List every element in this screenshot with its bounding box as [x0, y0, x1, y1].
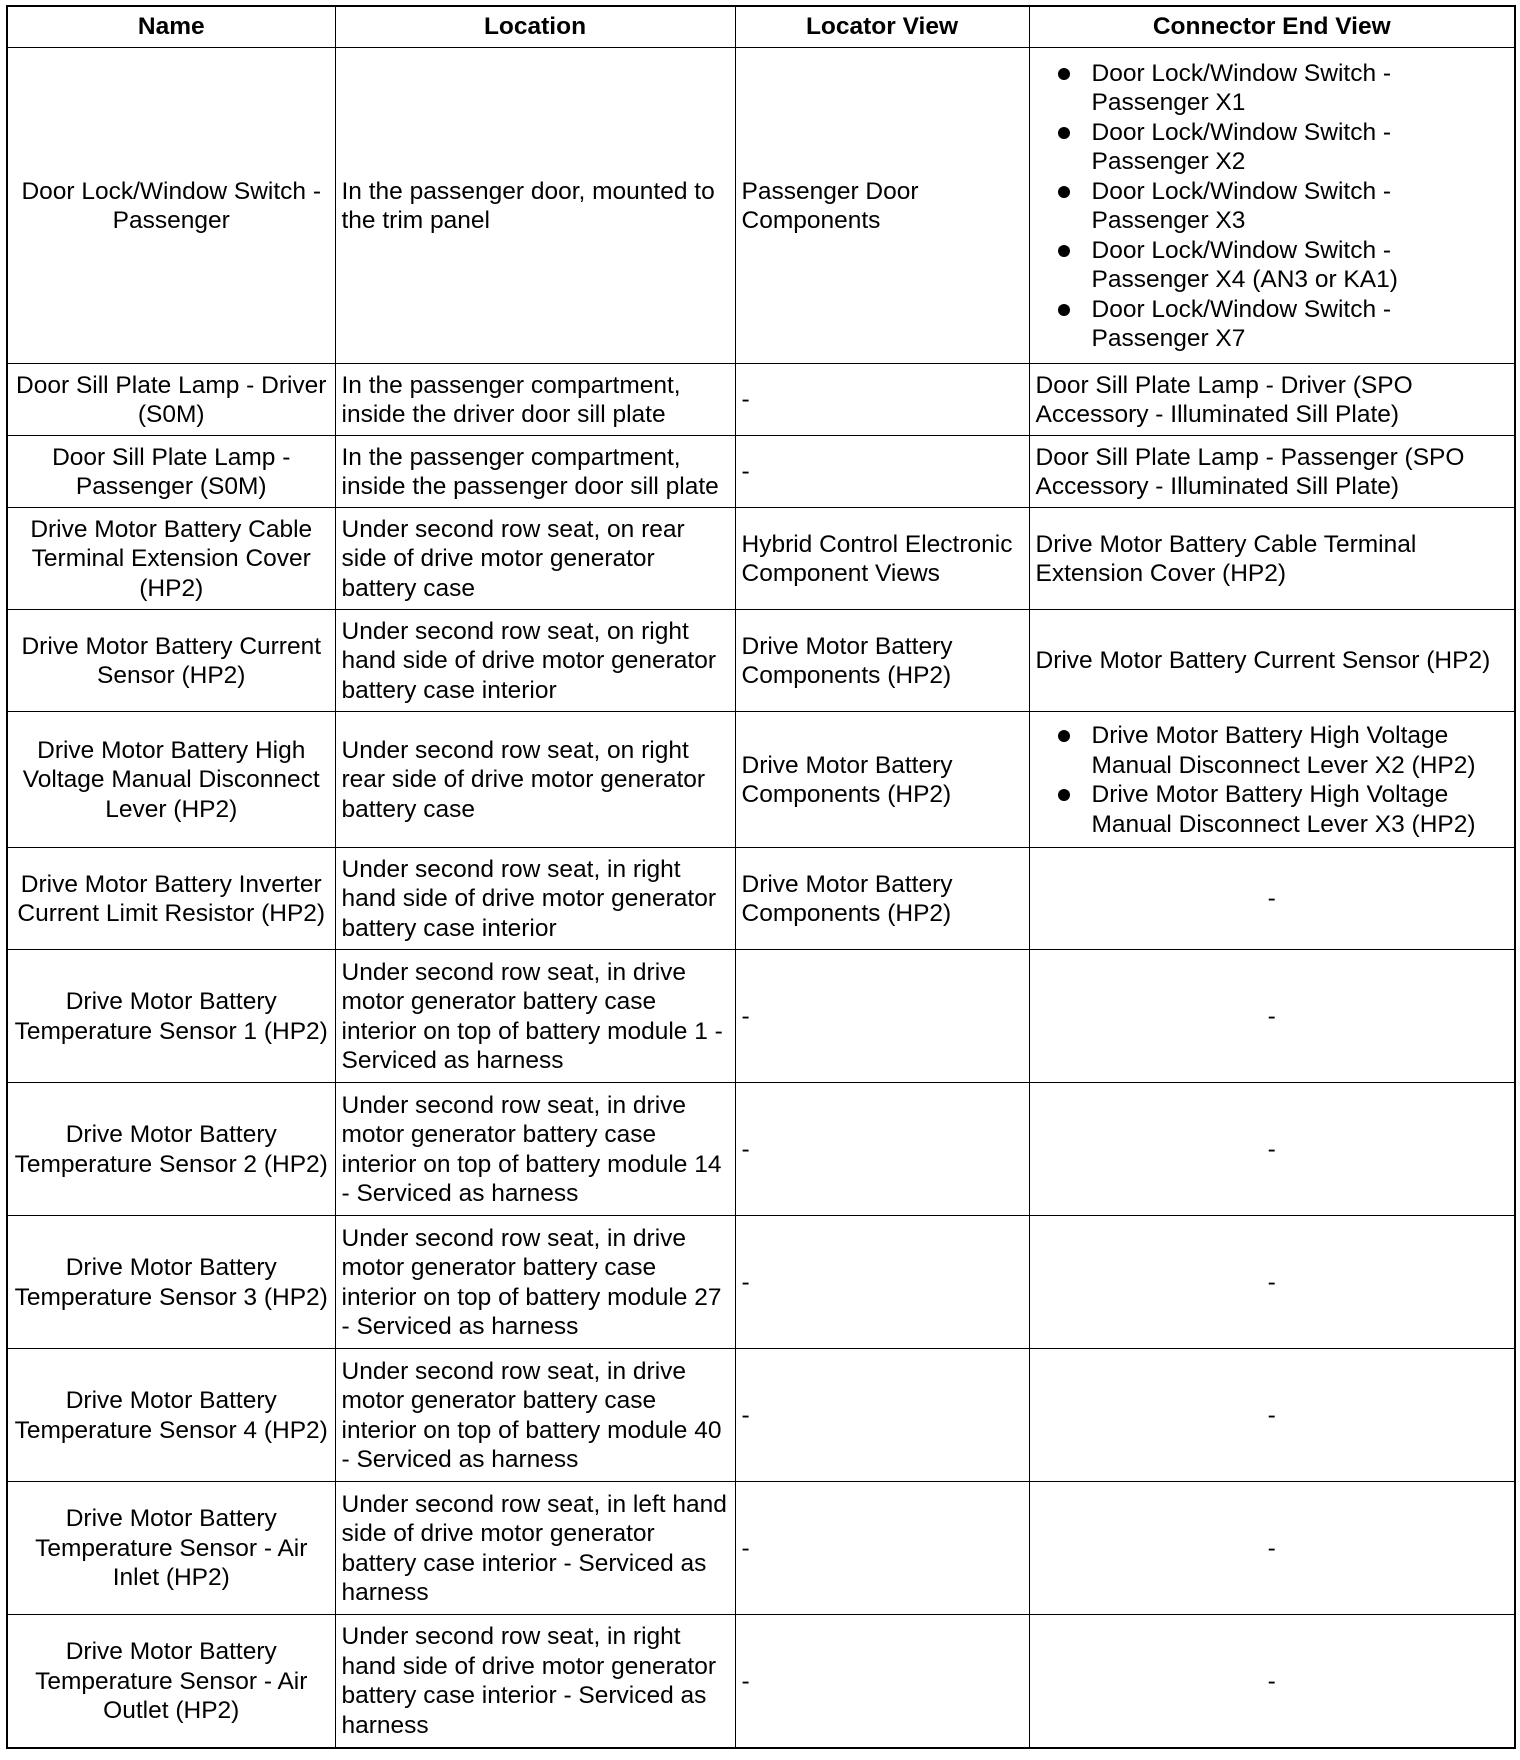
cell-connector-end-view: - — [1029, 1216, 1515, 1349]
cell-connector-end-view: Door Sill Plate Lamp - Driver (SPO Accessory - Illuminated Sill Plate) — [1029, 364, 1515, 436]
cell-connector-end-view: Drive Motor Battery Cable Terminal Extension Cover (HP2) — [1029, 508, 1515, 610]
cell-name: Drive Motor Battery Temperature Sensor - Air Outlet (HP2) — [7, 1615, 335, 1748]
bullet-icon — [1058, 68, 1070, 80]
cell-location: Under second row seat, in drive motor generator battery case interior on top of battery module 40 - Serviced as harness — [335, 1349, 735, 1482]
connector-list-item — [1036, 780, 1509, 839]
cell-location: Under second row seat, in drive motor generator battery case interior on top of battery module 27 - Serviced as harness — [335, 1216, 735, 1349]
cell-locator-view: - — [735, 950, 1029, 1083]
cell-location: Under second row seat, in drive motor generator battery case interior on top of battery module 14 - Serviced as harness — [335, 1083, 735, 1216]
table-row — [7, 950, 1515, 1083]
table-row — [7, 436, 1515, 508]
cell-connector-end-view: - — [1029, 848, 1515, 950]
cell-locator-view: - — [735, 1615, 1029, 1748]
cell-connector-end-view: - — [1029, 1615, 1515, 1748]
connector-list-item — [1036, 118, 1509, 177]
cell-name: Drive Motor Battery Temperature Sensor 1 (HP2) — [7, 950, 335, 1083]
cell-name: Drive Motor Battery Temperature Sensor - Air Inlet (HP2) — [7, 1482, 335, 1615]
cell-location: Under second row seat, on rear side of drive motor generator battery case — [335, 508, 735, 610]
connector-label: Door Lock/Window Switch - Passenger X1 — [1091, 59, 1392, 116]
table-row — [7, 1349, 1515, 1482]
cell-name: Drive Motor Battery High Voltage Manual Disconnect Lever (HP2) — [7, 712, 335, 848]
cell-location: Under second row seat, in right hand side of drive motor generator battery case interior - Serviced as harness — [335, 1615, 735, 1748]
connector-label: Door Lock/Window Switch - Passenger X4 (AN3 or KA1) — [1091, 236, 1398, 293]
bullet-icon — [1058, 789, 1070, 801]
cell-location: In the passenger door, mounted to the trim panel — [335, 48, 735, 364]
connector-list — [1036, 721, 1509, 839]
cell-location: Under second row seat, in left hand side of drive motor generator battery case interior - Serviced as harness — [335, 1482, 735, 1615]
cell-location: In the passenger compartment, inside the passenger door sill plate — [335, 436, 735, 508]
cell-connector-end-view: - — [1029, 1349, 1515, 1482]
connector-label: Drive Motor Battery High Voltage Manual Disconnect Lever X3 (HP2) — [1091, 781, 1476, 838]
connector-list-item — [1036, 177, 1509, 236]
component-locator-table — [6, 5, 1516, 1749]
cell-name: Drive Motor Battery Temperature Sensor 2 (HP2) — [7, 1083, 335, 1216]
cell-connector-end-view: Door Sill Plate Lamp - Passenger (SPO Accessory - Illuminated Sill Plate) — [1029, 436, 1515, 508]
cell-locator-view: - — [735, 1083, 1029, 1216]
connector-label: Door Lock/Window Switch - Passenger X7 — [1091, 295, 1392, 352]
cell-name: Drive Motor Battery Temperature Sensor 4 (HP2) — [7, 1349, 335, 1482]
cell-connector-end-view: - — [1029, 1482, 1515, 1615]
component-locator-table-wrapper — [6, 5, 1514, 1749]
connector-list-item — [1036, 295, 1509, 354]
connector-label: Door Lock/Window Switch - Passenger X3 — [1091, 177, 1392, 234]
connector-label: Drive Motor Battery High Voltage Manual Disconnect Lever X2 (HP2) — [1091, 722, 1476, 779]
bullet-icon — [1058, 304, 1070, 316]
cell-locator-view: Drive Motor Battery Components (HP2) — [735, 712, 1029, 848]
cell-locator-view: - — [735, 436, 1029, 508]
cell-locator-view: Drive Motor Battery Components (HP2) — [735, 848, 1029, 950]
cell-name: Drive Motor Battery Current Sensor (HP2) — [7, 610, 335, 712]
table-row — [7, 508, 1515, 610]
cell-name: Drive Motor Battery Cable Terminal Extension Cover (HP2) — [7, 508, 335, 610]
connector-label: Door Lock/Window Switch - Passenger X2 — [1091, 118, 1392, 175]
table-row — [7, 1216, 1515, 1349]
cell-locator-view: - — [735, 364, 1029, 436]
cell-locator-view: Passenger Door Components — [735, 48, 1029, 364]
table-row — [7, 712, 1515, 848]
connector-list-item — [1036, 59, 1509, 118]
cell-locator-view: - — [735, 1482, 1029, 1615]
cell-location: Under second row seat, in drive motor generator battery case interior on top of battery module 1 - Serviced as harness — [335, 950, 735, 1083]
cell-locator-view: - — [735, 1216, 1029, 1349]
column-header-connector-end-view: Connector End View — [1029, 6, 1515, 48]
table-row — [7, 610, 1515, 712]
table-row — [7, 848, 1515, 950]
cell-location: In the passenger compartment, inside the driver door sill plate — [335, 364, 735, 436]
bullet-icon — [1058, 186, 1070, 198]
table-row — [7, 1482, 1515, 1615]
cell-name: Door Sill Plate Lamp - Driver (S0M) — [7, 364, 335, 436]
cell-connector-end-view: - — [1029, 1083, 1515, 1216]
cell-connector-end-view — [1029, 48, 1515, 364]
cell-connector-end-view: - — [1029, 950, 1515, 1083]
cell-location: Under second row seat, in right hand side of drive motor generator battery case interior — [335, 848, 735, 950]
cell-connector-end-view: Drive Motor Battery Current Sensor (HP2) — [1029, 610, 1515, 712]
table-row — [7, 364, 1515, 436]
cell-name: Door Lock/Window Switch - Passenger — [7, 48, 335, 364]
connector-list-item — [1036, 236, 1509, 295]
table-header-row — [7, 6, 1515, 48]
connector-list-item — [1036, 721, 1509, 780]
cell-locator-view: Hybrid Control Electronic Component Views — [735, 508, 1029, 610]
table-row — [7, 1615, 1515, 1748]
bullet-icon — [1058, 127, 1070, 139]
cell-locator-view: Drive Motor Battery Components (HP2) — [735, 610, 1029, 712]
table-row — [7, 48, 1515, 364]
bullet-icon — [1058, 245, 1070, 257]
cell-connector-end-view — [1029, 712, 1515, 848]
column-header-locator-view: Locator View — [735, 6, 1029, 48]
cell-location: Under second row seat, on right hand side of drive motor generator battery case interior — [335, 610, 735, 712]
cell-location: Under second row seat, on right rear side of drive motor generator battery case — [335, 712, 735, 848]
cell-name: Door Sill Plate Lamp - Passenger (S0M) — [7, 436, 335, 508]
table-row — [7, 1083, 1515, 1216]
column-header-location: Location — [335, 6, 735, 48]
bullet-icon — [1058, 730, 1070, 742]
connector-list — [1036, 59, 1509, 354]
cell-locator-view: - — [735, 1349, 1029, 1482]
cell-name: Drive Motor Battery Inverter Current Limit Resistor (HP2) — [7, 848, 335, 950]
cell-name: Drive Motor Battery Temperature Sensor 3 (HP2) — [7, 1216, 335, 1349]
column-header-name: Name — [7, 6, 335, 48]
